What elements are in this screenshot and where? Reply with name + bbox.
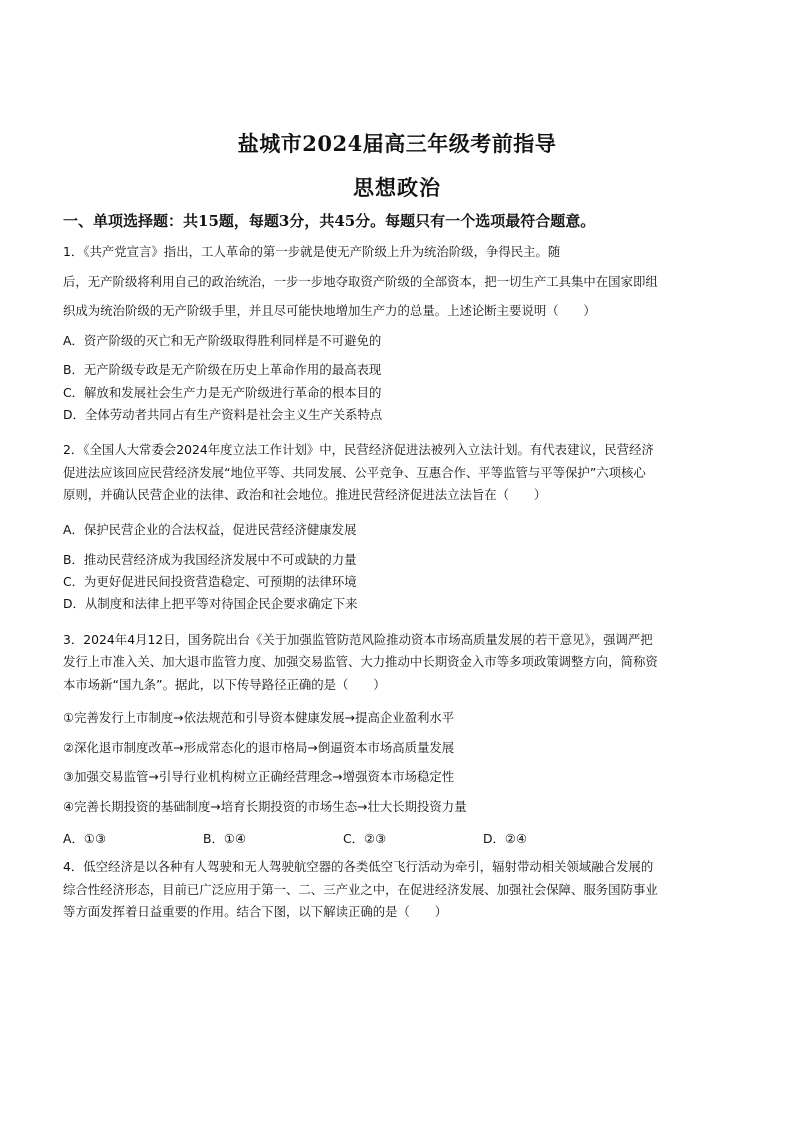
question-1-option-b: B．无产阶级专政是无产阶级在历史上革命作用的最高表现 [63,362,382,377]
question-1-option-d: D．全体劳动者共同占有生产资料是社会主义生产关系特点 [63,407,383,422]
section-heading: 一、单项选择题：共15题，每题3分，共45分。每题只有一个选项最符合题意。 [63,212,596,230]
question-3-statement-2: ②深化退市制度改革→形成常态化的退市格局→倒逼资本市场高质量发展 [63,740,455,755]
question-4-stem-line-3: 等方面发挥着日益重要的作用。结合下图，以下解读正确的是（ ） [63,904,448,919]
exam-title: 盐城市2024届高三年级考前指导 [237,131,557,156]
question-4-stem-line-1: 4．低空经济是以各种有人驾驶和无人驾驶航空器的各类低空飞行活动为牵引，辐射带动相关领域融合发展的 [63,859,654,874]
question-1-option-a: A．资产阶级的灭亡和无产阶级取得胜利同样是不可避免的 [63,333,382,348]
question-3-statement-3: ③加强交易监管→引导行业机构树立正确经营理念→增强资本市场稳定性 [63,769,455,784]
question-3-statement-1: ①完善发行上市制度→依法规范和引导资本健康发展→提高企业盈利水平 [63,710,455,725]
question-2-stem-line-3: 原则，并确认民营企业的法律、政治和社会地位。推进民营经济促进法立法旨在（ ） [63,487,547,502]
question-3-option-b: B．①④ [203,831,247,846]
question-3-option-a: A．①③ [63,831,107,846]
question-3-option-d: D．②④ [483,831,528,846]
question-1-option-c: C．解放和发展社会生产力是无产阶级进行革命的根本目的 [63,385,382,400]
question-3-option-c: C．②③ [343,831,387,846]
question-2-option-d: D．从制度和法律上把平等对待国企民企要求确定下来 [63,596,358,611]
subject-title: 思想政治 [353,175,441,200]
question-2-option-c: C．为更好促进民间投资营造稳定、可预期的法律环境 [63,574,357,589]
question-3-stem-line-1: 3．2024年4月12日，国务院出台《关于加强监管防范风险推动资本市场高质量发展的若干意见》，强调严把 [63,632,653,647]
question-3-stem-line-3: 本市场新“国九条”。据此，以下传导路径正确的是（ ） [63,677,386,692]
question-2-option-a: A．保护民营企业的合法权益，促进民营经济健康发展 [63,522,357,537]
question-1-stem-line-2: 后，无产阶级将利用自己的政治统治，一步一步地夺取资产阶级的全部资本，把一切生产工具集中在国家即组 [63,274,658,289]
question-2-option-b: B．推动民营经济成为我国经济发展中不可或缺的力量 [63,552,357,567]
question-3-statement-4: ④完善长期投资的基础制度→培育长期投资的市场生态→壮大长期投资力量 [63,799,467,814]
question-2-stem-line-1: 2．《全国人大常委会2024年度立法工作计划》中，民营经济促进法被列入立法计划。有代表建议，民营经济 [63,442,654,457]
question-4-stem-line-2: 综合性经济形态，目前已广泛应用于第一、二、三产业之中，在促进经济发展、加强社会保障、服务国防事业 [63,882,658,897]
question-1-stem-line-1: 1．《共产党宣言》指出，工人革命的第一步就是使无产阶级上升为统治阶级，争得民主。随 [63,244,561,259]
question-2-stem-line-2: 促进法应该回应民营经济发展“地位平等、共同发展、公平竞争、互惠合作、平等监管与平等保护”六项核心 [63,465,646,480]
question-1-stem-line-3: 织成为统治阶级的无产阶级手里，并且尽可能快地增加生产力的总量。上述论断主要说明（ ） [63,303,596,318]
question-3-stem-line-2: 发行上市准入关、加大退市监管力度、加强交易监管、大力推动中长期资金入市等多项政策调整方向，简称资 [63,654,658,669]
